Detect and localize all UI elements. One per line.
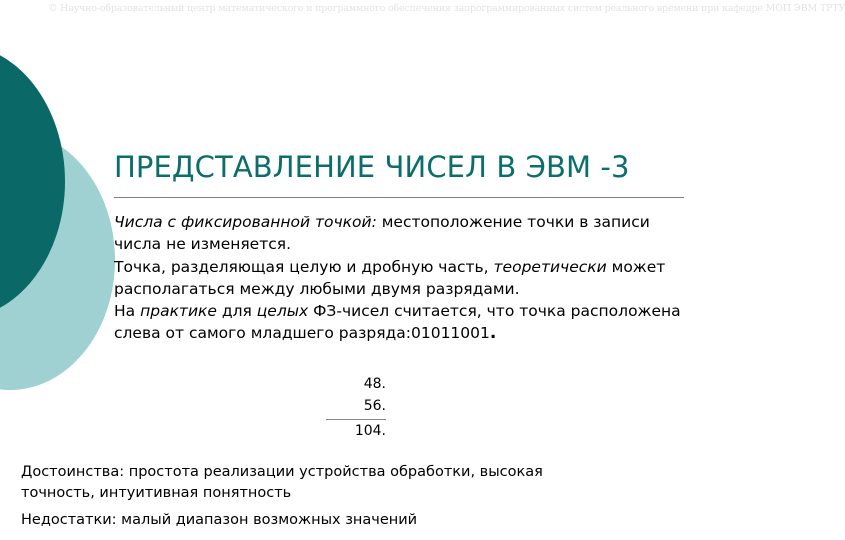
disadvantages-text: Недостатки: малый диапазон возможных значений: [21, 512, 418, 528]
text-segment: может располагаться между любыми двумя разрядами.: [114, 257, 666, 298]
advantages-text: Достоинства: простота реализации устройства обработки, высокая точность, интуитивная понятность: [21, 464, 543, 501]
term-theoretically: теоретически: [493, 257, 607, 276]
binary-point: .: [489, 323, 497, 344]
text-segment: Точка, разделяющая целую и дробную часть,: [114, 257, 494, 276]
text-segment: для: [216, 302, 257, 321]
addition-example: [326, 373, 386, 442]
addend-1: 48.: [363, 376, 386, 392]
title-divider: [114, 197, 684, 198]
addend-2: 56.: [363, 398, 386, 414]
binary-number: 01011001: [410, 324, 490, 343]
text-segment: На: [114, 302, 141, 321]
term-practice: практике: [140, 302, 217, 321]
slide-body: [114, 211, 694, 345]
term-fixed-point: Числа с фиксированной точкой:: [114, 213, 377, 231]
text-segment: местоположение точки в записи числа не изменяется.: [114, 213, 650, 254]
text-segment: ФЗ-чисел считается, что точка расположена слева от самого младшего разряда:: [114, 302, 681, 343]
sum-result: 104.: [354, 423, 386, 439]
paragraph-theory: [114, 256, 694, 301]
term-integers: целых: [256, 302, 309, 321]
copyright-notice: © Научно-образовательный центр математического и программного обеспечения запрограммированных систем реального времени при кафедре МОП ЭВМ ТРТУ: [48, 3, 845, 14]
slide-title: ПРЕДСТАВЛЕНИЕ ЧИСЕЛ В ЭВМ -3: [114, 150, 630, 184]
paragraph-fixed-point: [114, 211, 694, 256]
paragraph-practice: [114, 300, 694, 345]
